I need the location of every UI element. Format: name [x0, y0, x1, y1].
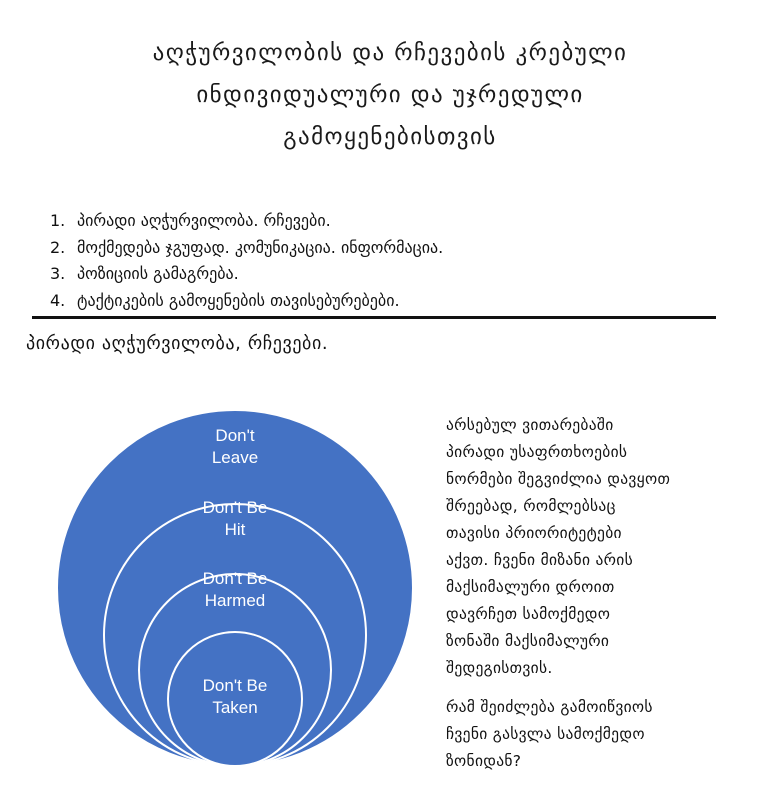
contents-item: 4. ტაქტიკების გამოყენების თავისებურებები.	[50, 290, 400, 310]
contents-item: 3. პოზიციის გამაგრება.	[50, 264, 239, 283]
section-heading: პირადი აღჭურვილობა, რჩევები.	[26, 333, 329, 354]
contents-list	[50, 208, 443, 314]
paragraph-layers: არსებულ ვითარებაში პირადი უსაფრთხოების ნორმები შეგვიძლია დავყოთ შრეებად, რომლებსაც თავისი პრიორიტეტები აქვთ. ჩვენი მიზანი არის მაქსიმალური დროით დავრჩეთ სამოქმედო ზონაში მაქსიმალური შედეგისთვის.	[446, 416, 671, 677]
contents-item-text: პირადი აღჭურვილობა. რჩევები.	[77, 211, 331, 230]
contents-item: 1. პირადი აღჭურვილობა. რჩევები.	[50, 211, 331, 230]
paragraph-question: რამ შეიძლება გამოიწვიოს ჩვენი გასვლა სამოქმედო ზონიდან?	[446, 698, 653, 770]
label-dont-leave: Don't Leave	[211, 426, 259, 467]
label-dont-be-taken: Don't Be Taken	[202, 676, 268, 717]
side-text	[446, 412, 746, 787]
contents-item-text: ტაქტიკების გამოყენების თავისებურებები.	[77, 290, 400, 310]
document-title	[40, 32, 740, 158]
contents-item: 2. მოქმედება ჯგუფად. კომუნიკაცია. ინფორმაცია.	[50, 237, 444, 257]
title-line-1: აღჭურვილობის და რჩევების კრებული	[152, 40, 628, 66]
title-line-2: ინდივიდუალური და უჯრედული	[196, 82, 584, 108]
divider-rule	[32, 316, 716, 319]
contents-item-text: პოზიციის გამაგრება.	[77, 264, 239, 283]
title-line-3: გამოყენებისთვის	[283, 124, 497, 150]
label-dont-be-harmed: Don't Be Harmed	[202, 569, 268, 610]
contents-item-text: მოქმედება ჯგუფად. კომუნიკაცია. ინფორმაცია.	[77, 237, 444, 257]
nested-circles-diagram	[55, 405, 415, 771]
label-dont-be-hit: Don't Be Hit	[202, 498, 268, 539]
